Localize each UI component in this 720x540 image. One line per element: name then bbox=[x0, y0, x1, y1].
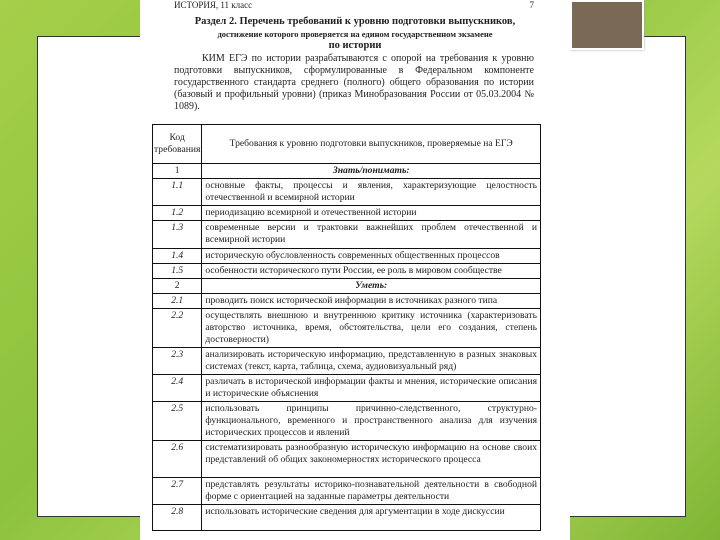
requirement-code: 1.1 bbox=[153, 179, 202, 206]
requirement-text: проводить поиск исторической информации в источниках разного типа bbox=[202, 294, 541, 309]
page-header bbox=[174, 0, 534, 10]
page-number: 7 bbox=[529, 0, 534, 10]
requirement-code: 1.4 bbox=[153, 249, 202, 264]
table-row bbox=[153, 375, 541, 402]
requirement-code: 1.3 bbox=[153, 221, 202, 249]
table-row bbox=[153, 264, 541, 279]
requirement-code: 2.5 bbox=[153, 402, 202, 441]
title-line: Раздел 2. Перечень требований к уровню подготовки выпускников, bbox=[194, 16, 516, 27]
section-title: Уметь: bbox=[202, 279, 541, 294]
section-title: Знать/понимать: bbox=[202, 164, 541, 179]
requirement-code: 2.6 bbox=[153, 441, 202, 478]
table-row bbox=[153, 505, 541, 531]
section-row bbox=[153, 164, 541, 179]
requirement-code: 2.2 bbox=[153, 309, 202, 348]
requirement-text: систематизировать разнообразную историческую информацию на основе своих представлений об общих закономерностях исторического процесса bbox=[202, 441, 541, 478]
table-row bbox=[153, 249, 541, 264]
table-row bbox=[153, 441, 541, 478]
requirement-text: периодизацию всемирной и отечественной истории bbox=[202, 206, 541, 221]
title-line: по истории bbox=[328, 40, 382, 51]
requirement-text: историческую обусловленность современных общественных процессов bbox=[202, 249, 541, 264]
requirement-text: представлять результаты историко-познавательной деятельности в свободной форме с ориентацией на заданные параметры деятельности bbox=[202, 478, 541, 505]
requirement-text: осуществлять внешнюю и внутреннюю критику источника (характеризовать авторство источника, время, обстоятельства, цели его создания, степень достоверности) bbox=[202, 309, 541, 348]
requirement-code: 1.5 bbox=[153, 264, 202, 279]
requirements-table bbox=[152, 124, 541, 531]
requirement-text: различать в исторической информации факты и мнения, исторические описания и исторические объяснения bbox=[202, 375, 541, 402]
requirement-text: анализировать историческую информацию, представленную в разных знаковых системах (текст, карта, таблица, схема, аудиовизуальный ряд) bbox=[202, 348, 541, 375]
subject-label: ИСТОРИЯ, 11 класс bbox=[174, 0, 253, 10]
table-row bbox=[153, 206, 541, 221]
requirement-text: особенности исторического пути России, ее роль в мировом сообществе bbox=[202, 264, 541, 279]
table-row bbox=[153, 221, 541, 249]
intro-paragraph: КИМ ЕГЭ по истории разрабатываются с опорой на требования к уровню подготовки выпускников, сформулированные в Федеральном компоненте государственного стандарта среднего (полного) общего образования по истории (базовый и профильный уровни) (приказ Минобразования России от 05.03.2004 № 1089). bbox=[174, 53, 534, 112]
table-row bbox=[153, 179, 541, 206]
requirement-text: использовать исторические сведения для аргументации в ходе дискуссии bbox=[202, 505, 541, 531]
requirement-code: 2.1 bbox=[153, 294, 202, 309]
requirement-code: 1.2 bbox=[153, 206, 202, 221]
requirement-text: основные факты, процессы и явления, характеризующие целостность отечественной и всемирной истории bbox=[202, 179, 541, 206]
col-header-code: Код требования bbox=[153, 125, 202, 164]
decorative-square bbox=[570, 0, 644, 50]
requirement-text: современные версии и трактовки важнейших проблем отечественной и всемирной истории bbox=[202, 221, 541, 249]
requirement-code: 2.7 bbox=[153, 478, 202, 505]
table-row bbox=[153, 478, 541, 505]
table-row bbox=[153, 348, 541, 375]
section-code: 1 bbox=[153, 164, 202, 179]
table-row bbox=[153, 402, 541, 441]
table-row bbox=[153, 294, 541, 309]
requirement-code: 2.8 bbox=[153, 505, 202, 531]
requirement-code: 2.3 bbox=[153, 348, 202, 375]
col-header-requirements: Требования к уровню подготовки выпускников, проверяемые на ЕГЭ bbox=[202, 125, 541, 164]
section-title bbox=[150, 16, 560, 52]
document-image bbox=[140, 0, 570, 540]
table-row bbox=[153, 309, 541, 348]
requirement-text: использовать принципы причинно-следственного, структурно-функционального, временного и пространственного анализа для изучения исторических процессов и явлений bbox=[202, 402, 541, 441]
section-code: 2 bbox=[153, 279, 202, 294]
title-line: достижение которого проверяется на едином государственном экзамене bbox=[217, 29, 493, 39]
requirement-code: 2.4 bbox=[153, 375, 202, 402]
section-row bbox=[153, 279, 541, 294]
